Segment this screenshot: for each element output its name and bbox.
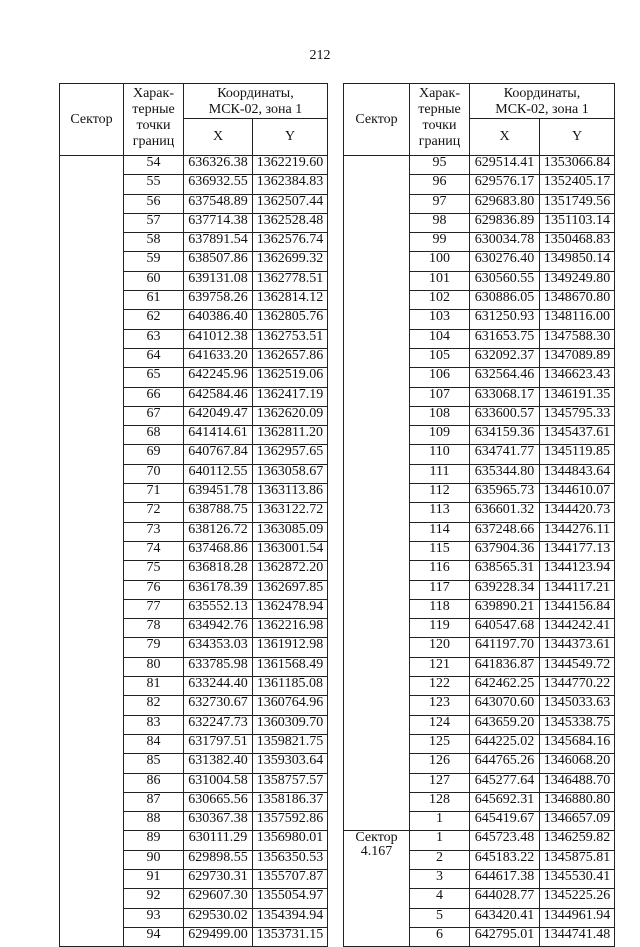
point-cell: 67	[124, 406, 184, 425]
point-cell: 4	[410, 889, 470, 908]
point-cell: 128	[410, 792, 470, 811]
point-cell: 100	[410, 252, 470, 271]
y-cell: 1348116.00	[540, 310, 615, 329]
y-cell: 1361568.49	[253, 657, 328, 676]
point-cell: 97	[410, 194, 470, 213]
y-cell: 1344843.64	[540, 464, 615, 483]
y-cell: 1361185.08	[253, 677, 328, 696]
x-cell: 632564.46	[470, 368, 540, 387]
x-cell: 636818.28	[184, 561, 253, 580]
x-cell: 636932.55	[184, 175, 253, 194]
y-cell: 1362507.44	[253, 194, 328, 213]
y-cell: 1344242.41	[540, 619, 615, 638]
y-cell: 1345119.85	[540, 445, 615, 464]
point-cell: 106	[410, 368, 470, 387]
y-cell: 1362528.48	[253, 213, 328, 232]
x-cell: 642584.46	[184, 387, 253, 406]
point-cell: 124	[410, 715, 470, 734]
y-cell: 1363122.72	[253, 503, 328, 522]
x-cell: 639758.26	[184, 291, 253, 310]
point-cell: 82	[124, 696, 184, 715]
point-cell: 117	[410, 580, 470, 599]
x-cell: 630111.29	[184, 831, 253, 850]
point-cell: 92	[124, 889, 184, 908]
x-cell: 631797.51	[184, 734, 253, 753]
x-cell: 629730.31	[184, 869, 253, 888]
x-cell: 639228.34	[470, 580, 540, 599]
x-cell: 640112.55	[184, 464, 253, 483]
header-coordinates	[184, 84, 328, 119]
y-cell: 1362753.51	[253, 329, 328, 348]
y-cell: 1344373.61	[540, 638, 615, 657]
page-number: 212	[309, 48, 331, 63]
header-coordinates-line: МСК-02, зона 1	[495, 102, 589, 117]
x-cell: 645183.22	[470, 850, 540, 869]
y-cell: 1362814.12	[253, 291, 328, 310]
point-cell: 63	[124, 329, 184, 348]
y-cell: 1345225.26	[540, 889, 615, 908]
point-cell: 94	[124, 927, 184, 946]
header-points-line: границ	[418, 134, 461, 149]
point-cell: 114	[410, 522, 470, 541]
x-cell: 629576.17	[470, 175, 540, 194]
y-cell: 1348670.80	[540, 291, 615, 310]
x-cell: 631382.40	[184, 754, 253, 773]
x-cell: 640547.68	[470, 619, 540, 638]
point-cell: 59	[124, 252, 184, 271]
x-cell: 634942.76	[184, 619, 253, 638]
x-cell: 633785.98	[184, 657, 253, 676]
point-cell: 74	[124, 541, 184, 560]
header-coordinates-line: Координаты,	[217, 86, 294, 101]
point-cell: 86	[124, 773, 184, 792]
x-cell: 639451.78	[184, 484, 253, 503]
y-cell: 1353731.15	[253, 927, 328, 946]
y-cell: 1347588.30	[540, 329, 615, 348]
point-cell: 72	[124, 503, 184, 522]
table-row	[344, 156, 615, 175]
x-cell: 631004.58	[184, 773, 253, 792]
coordinates-table-left	[59, 83, 328, 947]
y-cell: 1344156.84	[540, 599, 615, 618]
header-coordinates-line: МСК-02, зона 1	[208, 102, 303, 117]
header-points-line: границ	[132, 134, 175, 149]
x-cell: 629683.80	[470, 194, 540, 213]
point-cell: 60	[124, 271, 184, 290]
point-cell: 89	[124, 831, 184, 850]
point-cell: 62	[124, 310, 184, 329]
table-row	[344, 831, 615, 850]
x-cell: 633244.40	[184, 677, 253, 696]
y-cell: 1344420.73	[540, 503, 615, 522]
point-cell: 56	[124, 194, 184, 213]
x-cell: 643659.20	[470, 715, 540, 734]
x-cell: 641633.20	[184, 348, 253, 367]
y-cell: 1363001.54	[253, 541, 328, 560]
y-cell: 1358186.37	[253, 792, 328, 811]
point-cell: 120	[410, 638, 470, 657]
x-cell: 642049.47	[184, 406, 253, 425]
y-cell: 1345437.61	[540, 426, 615, 445]
y-cell: 1346191.35	[540, 387, 615, 406]
point-cell: 109	[410, 426, 470, 445]
x-cell: 645277.64	[470, 773, 540, 792]
sector-cell	[344, 156, 410, 831]
x-cell: 639131.08	[184, 271, 253, 290]
x-cell: 634353.03	[184, 638, 253, 657]
x-cell: 630034.78	[470, 233, 540, 252]
x-cell: 645723.48	[470, 831, 540, 850]
coordinates-table-right	[343, 83, 615, 947]
x-cell: 629499.00	[184, 927, 253, 946]
point-cell: 76	[124, 580, 184, 599]
header-points-line: терные	[132, 102, 175, 117]
header-sector: Сектор	[60, 84, 124, 156]
x-cell: 629898.55	[184, 850, 253, 869]
header-y: Y	[253, 119, 328, 156]
y-cell: 1358757.57	[253, 773, 328, 792]
x-cell: 636178.39	[184, 580, 253, 599]
y-cell: 1352405.17	[540, 175, 615, 194]
y-cell: 1345795.33	[540, 406, 615, 425]
point-cell: 80	[124, 657, 184, 676]
y-cell: 1356350.53	[253, 850, 328, 869]
y-cell: 1344117.21	[540, 580, 615, 599]
header-points	[124, 84, 184, 156]
y-cell: 1346488.70	[540, 773, 615, 792]
y-cell: 1344610.07	[540, 484, 615, 503]
x-cell: 638565.31	[470, 561, 540, 580]
point-cell: 54	[124, 156, 184, 175]
x-cell: 630886.05	[470, 291, 540, 310]
x-cell: 634159.36	[470, 426, 540, 445]
x-cell: 629530.02	[184, 908, 253, 927]
point-cell: 127	[410, 773, 470, 792]
point-cell: 69	[124, 445, 184, 464]
y-cell: 1359821.75	[253, 734, 328, 753]
y-cell: 1354394.94	[253, 908, 328, 927]
y-cell: 1362805.76	[253, 310, 328, 329]
y-cell: 1362216.98	[253, 619, 328, 638]
point-cell: 71	[124, 484, 184, 503]
x-cell: 642795.01	[470, 927, 540, 946]
y-cell: 1345338.75	[540, 715, 615, 734]
point-cell: 113	[410, 503, 470, 522]
y-cell: 1363113.86	[253, 484, 328, 503]
point-cell: 121	[410, 657, 470, 676]
point-cell: 58	[124, 233, 184, 252]
x-cell: 637714.38	[184, 213, 253, 232]
point-cell: 99	[410, 233, 470, 252]
header-points-line: Харак-	[418, 86, 460, 101]
x-cell: 635965.73	[470, 484, 540, 503]
point-cell: 84	[124, 734, 184, 753]
y-cell: 1362576.74	[253, 233, 328, 252]
x-cell: 641836.87	[470, 657, 540, 676]
x-cell: 638126.72	[184, 522, 253, 541]
x-cell: 644028.77	[470, 889, 540, 908]
x-cell: 630276.40	[470, 252, 540, 271]
x-cell: 636326.38	[184, 156, 253, 175]
header-points-line: терные	[418, 102, 461, 117]
y-cell: 1344123.94	[540, 561, 615, 580]
y-cell: 1344177.13	[540, 541, 615, 560]
y-cell: 1350468.83	[540, 233, 615, 252]
point-cell: 88	[124, 812, 184, 831]
point-cell: 64	[124, 348, 184, 367]
point-cell: 112	[410, 484, 470, 503]
point-cell: 6	[410, 927, 470, 946]
point-cell: 123	[410, 696, 470, 715]
point-cell: 95	[410, 156, 470, 175]
y-cell: 1344961.94	[540, 908, 615, 927]
point-cell: 108	[410, 406, 470, 425]
point-cell: 85	[124, 754, 184, 773]
point-cell: 81	[124, 677, 184, 696]
y-cell: 1362697.85	[253, 580, 328, 599]
point-cell: 2	[410, 850, 470, 869]
point-cell: 55	[124, 175, 184, 194]
x-cell: 629836.89	[470, 213, 540, 232]
header-sector: Сектор	[344, 84, 410, 156]
point-cell: 107	[410, 387, 470, 406]
x-cell: 643070.60	[470, 696, 540, 715]
x-cell: 637904.36	[470, 541, 540, 560]
y-cell: 1345875.81	[540, 850, 615, 869]
x-cell: 637548.89	[184, 194, 253, 213]
y-cell: 1361912.98	[253, 638, 328, 657]
y-cell: 1346259.82	[540, 831, 615, 850]
point-cell: 122	[410, 677, 470, 696]
x-cell: 629514.41	[470, 156, 540, 175]
point-cell: 87	[124, 792, 184, 811]
header-points-line: точки	[422, 118, 457, 133]
y-cell: 1344741.48	[540, 927, 615, 946]
x-cell: 631653.75	[470, 329, 540, 348]
y-cell: 1356980.01	[253, 831, 328, 850]
y-cell: 1362620.09	[253, 406, 328, 425]
y-cell: 1362219.60	[253, 156, 328, 175]
header-y: Y	[540, 119, 615, 156]
y-cell: 1362778.51	[253, 271, 328, 290]
x-cell: 635344.80	[470, 464, 540, 483]
y-cell: 1349850.14	[540, 252, 615, 271]
point-cell: 65	[124, 368, 184, 387]
point-cell: 66	[124, 387, 184, 406]
x-cell: 637468.86	[184, 541, 253, 560]
x-cell: 632730.67	[184, 696, 253, 715]
point-cell: 110	[410, 445, 470, 464]
point-cell: 57	[124, 213, 184, 232]
y-cell: 1346657.09	[540, 812, 615, 831]
header-points-line: точки	[136, 118, 171, 133]
x-cell: 644225.02	[470, 734, 540, 753]
x-cell: 630367.38	[184, 812, 253, 831]
x-cell: 633600.57	[470, 406, 540, 425]
point-cell: 104	[410, 329, 470, 348]
x-cell: 636601.32	[470, 503, 540, 522]
y-cell: 1362657.86	[253, 348, 328, 367]
point-cell: 102	[410, 291, 470, 310]
sector-cell	[60, 156, 124, 947]
point-cell: 116	[410, 561, 470, 580]
y-cell: 1349249.80	[540, 271, 615, 290]
x-cell: 630560.55	[470, 271, 540, 290]
y-cell: 1344276.11	[540, 522, 615, 541]
y-cell: 1353066.84	[540, 156, 615, 175]
x-cell: 644765.26	[470, 754, 540, 773]
point-cell: 115	[410, 541, 470, 560]
point-cell: 61	[124, 291, 184, 310]
point-cell: 79	[124, 638, 184, 657]
point-cell: 119	[410, 619, 470, 638]
x-cell: 630665.56	[184, 792, 253, 811]
point-cell: 68	[124, 426, 184, 445]
point-cell: 78	[124, 619, 184, 638]
point-cell: 75	[124, 561, 184, 580]
header-x: X	[184, 119, 253, 156]
point-cell: 96	[410, 175, 470, 194]
y-cell: 1345530.41	[540, 869, 615, 888]
x-cell: 644617.38	[470, 869, 540, 888]
x-cell: 642245.96	[184, 368, 253, 387]
x-cell: 632247.73	[184, 715, 253, 734]
x-cell: 633068.17	[470, 387, 540, 406]
point-cell: 1	[410, 812, 470, 831]
y-cell: 1360309.70	[253, 715, 328, 734]
y-cell: 1355054.97	[253, 889, 328, 908]
x-cell: 638507.86	[184, 252, 253, 271]
header-x: X	[470, 119, 540, 156]
y-cell: 1362957.65	[253, 445, 328, 464]
x-cell: 645419.67	[470, 812, 540, 831]
x-cell: 642462.25	[470, 677, 540, 696]
x-cell: 629607.30	[184, 889, 253, 908]
y-cell: 1362699.32	[253, 252, 328, 271]
point-cell: 83	[124, 715, 184, 734]
y-cell: 1360764.96	[253, 696, 328, 715]
point-cell: 98	[410, 213, 470, 232]
y-cell: 1344549.72	[540, 657, 615, 676]
y-cell: 1351749.56	[540, 194, 615, 213]
x-cell: 645692.31	[470, 792, 540, 811]
x-cell: 641012.38	[184, 329, 253, 348]
y-cell: 1346880.80	[540, 792, 615, 811]
x-cell: 637248.66	[470, 522, 540, 541]
y-cell: 1363058.67	[253, 464, 328, 483]
point-cell: 91	[124, 869, 184, 888]
point-cell: 118	[410, 599, 470, 618]
y-cell: 1345684.16	[540, 734, 615, 753]
table-row	[60, 156, 328, 175]
header-points	[410, 84, 470, 156]
y-cell: 1362519.06	[253, 368, 328, 387]
point-cell: 105	[410, 348, 470, 367]
point-cell: 70	[124, 464, 184, 483]
point-cell: 5	[410, 908, 470, 927]
header-coordinates	[470, 84, 615, 119]
x-cell: 639890.21	[470, 599, 540, 618]
y-cell: 1347089.89	[540, 348, 615, 367]
header-coordinates-line: Координаты,	[503, 86, 581, 101]
point-cell: 101	[410, 271, 470, 290]
y-cell: 1359303.64	[253, 754, 328, 773]
point-cell: 73	[124, 522, 184, 541]
y-cell: 1357592.86	[253, 812, 328, 831]
y-cell: 1351103.14	[540, 213, 615, 232]
y-cell: 1362872.20	[253, 561, 328, 580]
y-cell: 1363085.09	[253, 522, 328, 541]
sector-label-line: 4.167	[360, 844, 393, 860]
y-cell: 1346068.20	[540, 754, 615, 773]
y-cell: 1345033.63	[540, 696, 615, 715]
y-cell: 1362811.20	[253, 426, 328, 445]
y-cell: 1362478.94	[253, 599, 328, 618]
point-cell: 93	[124, 908, 184, 927]
x-cell: 635552.13	[184, 599, 253, 618]
point-cell: 125	[410, 734, 470, 753]
y-cell: 1344770.22	[540, 677, 615, 696]
point-cell: 77	[124, 599, 184, 618]
x-cell: 640386.40	[184, 310, 253, 329]
point-cell: 111	[410, 464, 470, 483]
x-cell: 641414.61	[184, 426, 253, 445]
point-cell: 3	[410, 869, 470, 888]
x-cell: 631250.93	[470, 310, 540, 329]
sector-cell	[344, 831, 410, 947]
sector-label-line: Сектор	[355, 830, 398, 846]
x-cell: 634741.77	[470, 445, 540, 464]
x-cell: 638788.75	[184, 503, 253, 522]
x-cell: 640767.84	[184, 445, 253, 464]
x-cell: 637891.54	[184, 233, 253, 252]
point-cell: 103	[410, 310, 470, 329]
point-cell: 90	[124, 850, 184, 869]
x-cell: 632092.37	[470, 348, 540, 367]
y-cell: 1346623.43	[540, 368, 615, 387]
x-cell: 643420.41	[470, 908, 540, 927]
point-cell: 1	[410, 831, 470, 850]
y-cell: 1362384.83	[253, 175, 328, 194]
x-cell: 641197.70	[470, 638, 540, 657]
header-points-line: Харак-	[132, 86, 174, 101]
y-cell: 1355707.87	[253, 869, 328, 888]
y-cell: 1362417.19	[253, 387, 328, 406]
point-cell: 126	[410, 754, 470, 773]
